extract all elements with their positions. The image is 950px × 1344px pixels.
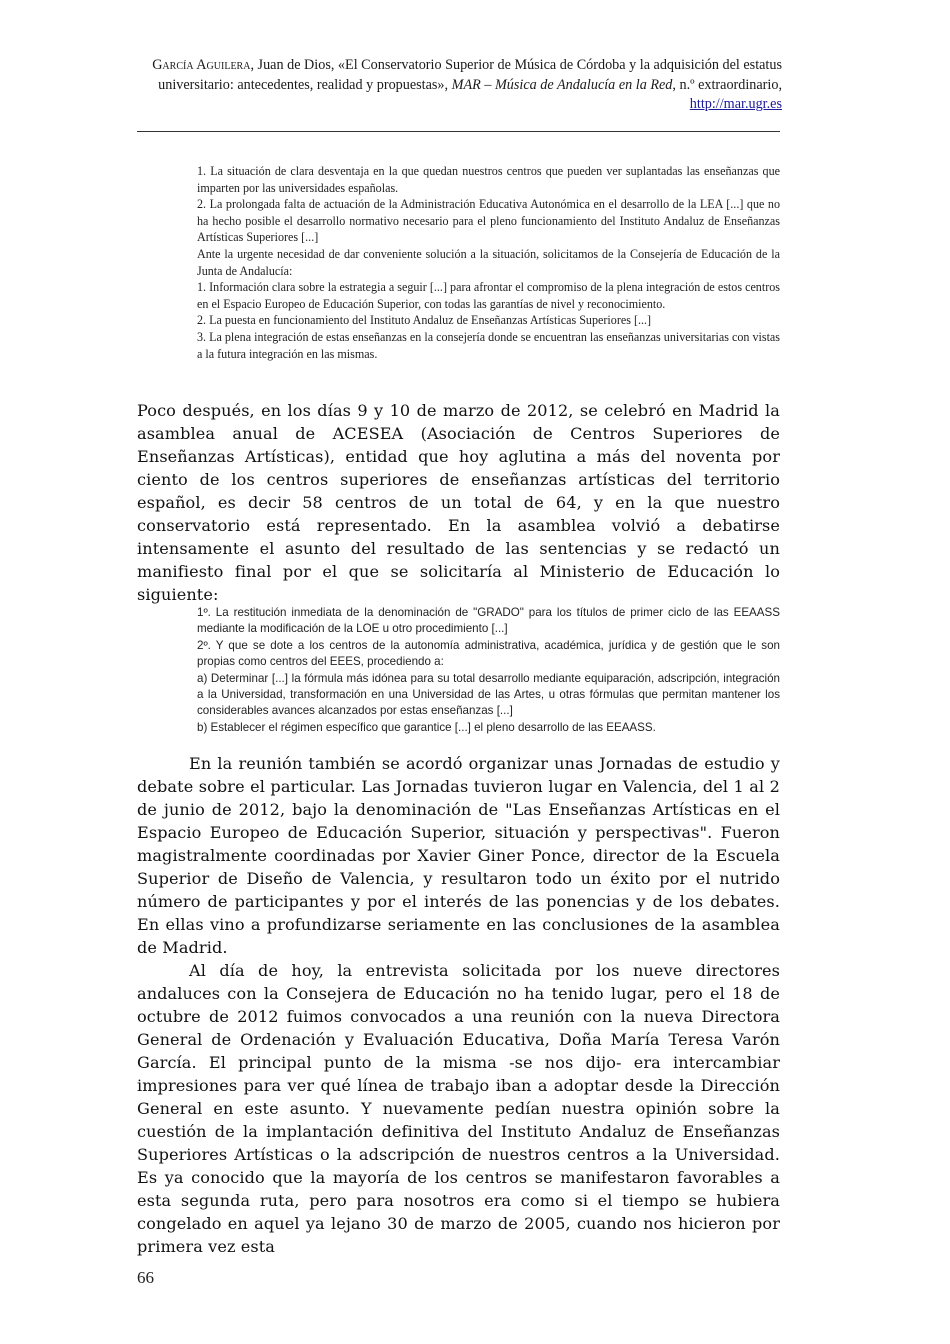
body-section-1 (137, 399, 780, 606)
quote-line: 2. La prolongada falta de actuación de la Administración Educativa Autonómica en el desarrollo de la LEA [...] que no ha hecho posible el desarrollo normativo necesario para el pleno funcionamiento del Instituto Andaluz de Enseñanzas Artísticas Superiores [...] (197, 197, 780, 245)
quote-line: 2º. Y que se dote a los centros de la autonomía administrativa, académica, jurídica y de gestión que le son propias como centros del EEES, procediendo a: (197, 638, 780, 669)
block-quote-2 (197, 605, 780, 736)
quote-line: 3. La plena integración de estas enseñanzas en la consejería donde se encuentran las enseñanzas universitarias con vistas a la futura integración en las mismas. (197, 329, 780, 361)
header-author: García Aguilera (152, 57, 251, 73)
paragraph: Al día de hoy, la entrevista solicitada por los nueve directores andaluces con la Consejera de Educación no ha tenido lugar, pero el 18 de octubre de 2012 fuimos convocados a una reunión con la nueva Directora General de Ordenación y Evaluación Educativa, Doña María Teresa Varón García. El principal punto de la misma -se nos dijo- era intercambiar impresiones para ver qué línea de trabajo iban a adoptar desde la Dirección General en este asunto. Y nuevamente pedían nuestra opinión sobre la cuestión de la implantación definitiva del Instituto Andaluz de Enseñanzas Superiores Artísticas o la adscripción de nuestros centros a la Universidad. Es ya conocido que la mayoría de los centros se manifestaron favorables a esta segunda ruta, pero para nosotros era como si el tiempo se hubiera congelado en aquel ya lejano 30 de marzo de 2005, cuando nos hicieron por primera vez esta (137, 961, 780, 1256)
header-divider (137, 131, 780, 132)
block-quote-1 (197, 163, 780, 362)
body-section-2 (137, 752, 780, 1258)
paragraph: En la reunión también se acordó organizar unas Jornadas de estudio y debate sobre el particular. Las Jornadas tuvieron lugar en Valencia, del 1 al 2 de junio de 2012, bajo la denominación de "Las Enseñanzas Artísticas en el Espacio Europeo de Educación Superior, situación y perspectivas". Fueron magistralmente coordinadas por Xavier Giner Ponce, director de la Escuela Superior de Diseño de Valencia, y resultaron todo un éxito por el nutrido número de participantes y por el interés de las ponencias y de los debates. En ellas vino a profundizarse seriamente en las conclusiones de la asamblea de Madrid. (137, 754, 780, 957)
quote-line: b) Establecer el régimen específico que garantice [...] el pleno desarrollo de las EEAASS. (197, 720, 656, 734)
quote-line: 1. Información clara sobre la estrategia a seguir [...] para afrontar el compromiso de la plena integración de estos centros en el Espacio Europeo de Educación Superior, con todas las garantías de nivel y reconocimiento. (197, 280, 780, 311)
running-header (150, 56, 782, 115)
journal-link[interactable]: http://mar.ugr.es (689, 96, 782, 113)
quote-line: 1. La situación de clara desventaja en la que quedan nuestros centros que pueden ver suplantadas las enseñanzas que imparten por las universidades españolas. (197, 164, 780, 195)
quote-line: 2. La puesta en funcionamiento del Instituto Andaluz de Enseñanzas Artísticas Superiores [...] (197, 313, 652, 328)
header-issue: , n.º extraordinario, (672, 76, 782, 93)
header-citation: , Juan de Dios, «El Conservatorio Superior de Música de Córdoba y la adquisición del estatus universitario: antecedentes, realidad y propuestas», (158, 57, 782, 93)
page-number: 66 (137, 1268, 154, 1287)
quote-line: 1º. La restitución inmediata de la denominación de "GRADO" para los títulos de primer ciclo de las EEAASS mediante la modificación de la LOE u otro procedimiento [...] (197, 606, 780, 636)
quote-line: Ante la urgente necesidad de dar conveniente solución a la situación, solicitamos de la Consejería de Educación de la Junta de Andalucía: (197, 246, 780, 278)
paragraph: Poco después, en los días 9 y 10 de marzo de 2012, se celebró en Madrid la asamblea anual de ACESEA (Asociación de Centros Superiores de Enseñanzas Artísticas), entidad que hoy aglutina a más del noventa por ciento de los centros superiores de enseñanzas artísticas del territorio español, es decir 58 centros de un total de 64, y en la que nuestro conservatorio está representado. En la asamblea volvió a debatirse intensamente el asunto del resultado de las sentencias y se redactó un manifiesto final por el que se solicitaría al Ministerio de Educación lo siguiente: (137, 401, 780, 604)
quote-line: a) Determinar [...] la fórmula más idónea para su total desarrollo mediante equiparación, adscripción, integración a la Universidad, transformación en una Universidad de las Artes, u otras fórmulas que permitan mantener los considerables avances alcanzados por estas enseñanzas [...] (197, 671, 780, 718)
header-journal: MAR – Música de Andalucía en la Red (451, 76, 673, 93)
